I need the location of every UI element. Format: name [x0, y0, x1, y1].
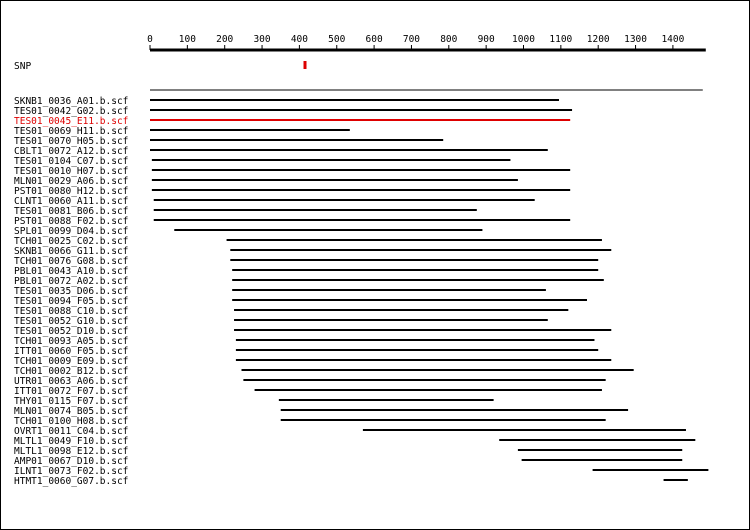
read-name: MLTL1_0049_F10.b.scf	[14, 436, 129, 447]
read-name: PBL01_0043_A10.b.scf	[14, 266, 129, 277]
read-name: SPL01_0099_D04.b.scf	[14, 226, 129, 237]
axis-tick-label: 1000	[512, 34, 535, 45]
axis-tick-label: 400	[290, 34, 308, 45]
read-name: TCH01_0002_B12.b.scf	[14, 366, 129, 377]
axis-tick-label: 600	[365, 34, 383, 45]
read-name: ITT01_0072_F07.b.scf	[14, 386, 129, 397]
reads-list	[14, 96, 708, 487]
axis-tick-label: 1100	[549, 34, 573, 45]
snp-label: SNP	[14, 61, 32, 72]
axis-tick-label: 0	[147, 34, 153, 45]
axis-tick-label: 1300	[624, 34, 647, 45]
read-name: TES01_0094_F05.b.scf	[14, 296, 129, 307]
read-name: TES01_0045_E11.b.scf	[14, 116, 129, 127]
read-name: MLTL1_0098_E12.b.scf	[14, 446, 129, 457]
snp-track	[14, 61, 307, 72]
read-name: TES01_0088_C10.b.scf	[14, 306, 129, 317]
read-name: TES01_0052_G10.b.scf	[14, 316, 129, 327]
axis-tick-label: 100	[178, 34, 196, 45]
axis-tick-label: 200	[216, 34, 234, 45]
read-name: PST01_0088_F02.b.scf	[14, 216, 129, 227]
read-name: SKNB1_0036_A01.b.scf	[14, 96, 129, 107]
read-name: UTR01_0063_A06.b.scf	[14, 376, 129, 387]
read-name: MLN01_0074_B05.b.scf	[14, 406, 129, 417]
position-axis	[147, 34, 706, 50]
read-name: TES01_0042_G02.b.scf	[14, 106, 129, 117]
read-name: TCH01_0076_G08.b.scf	[14, 256, 129, 267]
read-row	[14, 476, 688, 487]
read-name: HTMT1_0060_G07.b.scf	[14, 476, 129, 487]
read-name: ITT01_0060_F05.b.scf	[14, 346, 129, 357]
axis-tick-label: 1200	[586, 34, 610, 45]
read-name: TES01_0035_D06.b.scf	[14, 286, 129, 297]
read-name: CBLT1_0072_A12.b.scf	[14, 146, 129, 157]
read-name: TES01_0104_C07.b.scf	[14, 156, 129, 167]
read-name: TCH01_0100_H08.b.scf	[14, 416, 129, 427]
read-name: TCH01_0009_E09.b.scf	[14, 356, 129, 367]
axis-tick-label: 1400	[661, 34, 685, 45]
read-name: TES01_0069_H11.b.scf	[14, 126, 129, 137]
read-name: AMP01_0067_D10.b.scf	[14, 456, 129, 467]
read-name: ILNT1_0073_F02.b.scf	[14, 466, 129, 477]
read-name: CLNT1_0060_A11.b.scf	[14, 196, 129, 207]
read-name: TES01_0081_B06.b.scf	[14, 206, 129, 217]
read-name: TCH01_0025_C02.b.scf	[14, 236, 129, 247]
read-name: PBL01_0072_A02.b.scf	[14, 276, 129, 287]
read-name: OVRT1_0011_C04.b.scf	[14, 426, 129, 437]
axis-tick-label: 500	[328, 34, 346, 45]
snp-marker	[304, 61, 307, 69]
read-name: TCH01_0093_A05.b.scf	[14, 336, 129, 347]
read-name: TES01_0010_H07.b.scf	[14, 166, 129, 177]
read-name: THY01_0115_F07.b.scf	[14, 396, 129, 407]
axis-tick-label: 700	[402, 34, 421, 45]
read-name: PST01_0080_H12.b.scf	[14, 186, 129, 197]
read-name: TES01_0070_H05.b.scf	[14, 136, 129, 147]
read-name: SKNB1_0066_G11.b.scf	[14, 246, 129, 257]
read-name: MLN01_0029_A06.b.scf	[14, 176, 129, 187]
axis-tick-label: 800	[440, 34, 458, 45]
axis-tick-label: 300	[253, 34, 271, 45]
read-name: TES01_0052_D10.b.scf	[14, 326, 129, 337]
axis-tick-label: 900	[477, 34, 495, 45]
